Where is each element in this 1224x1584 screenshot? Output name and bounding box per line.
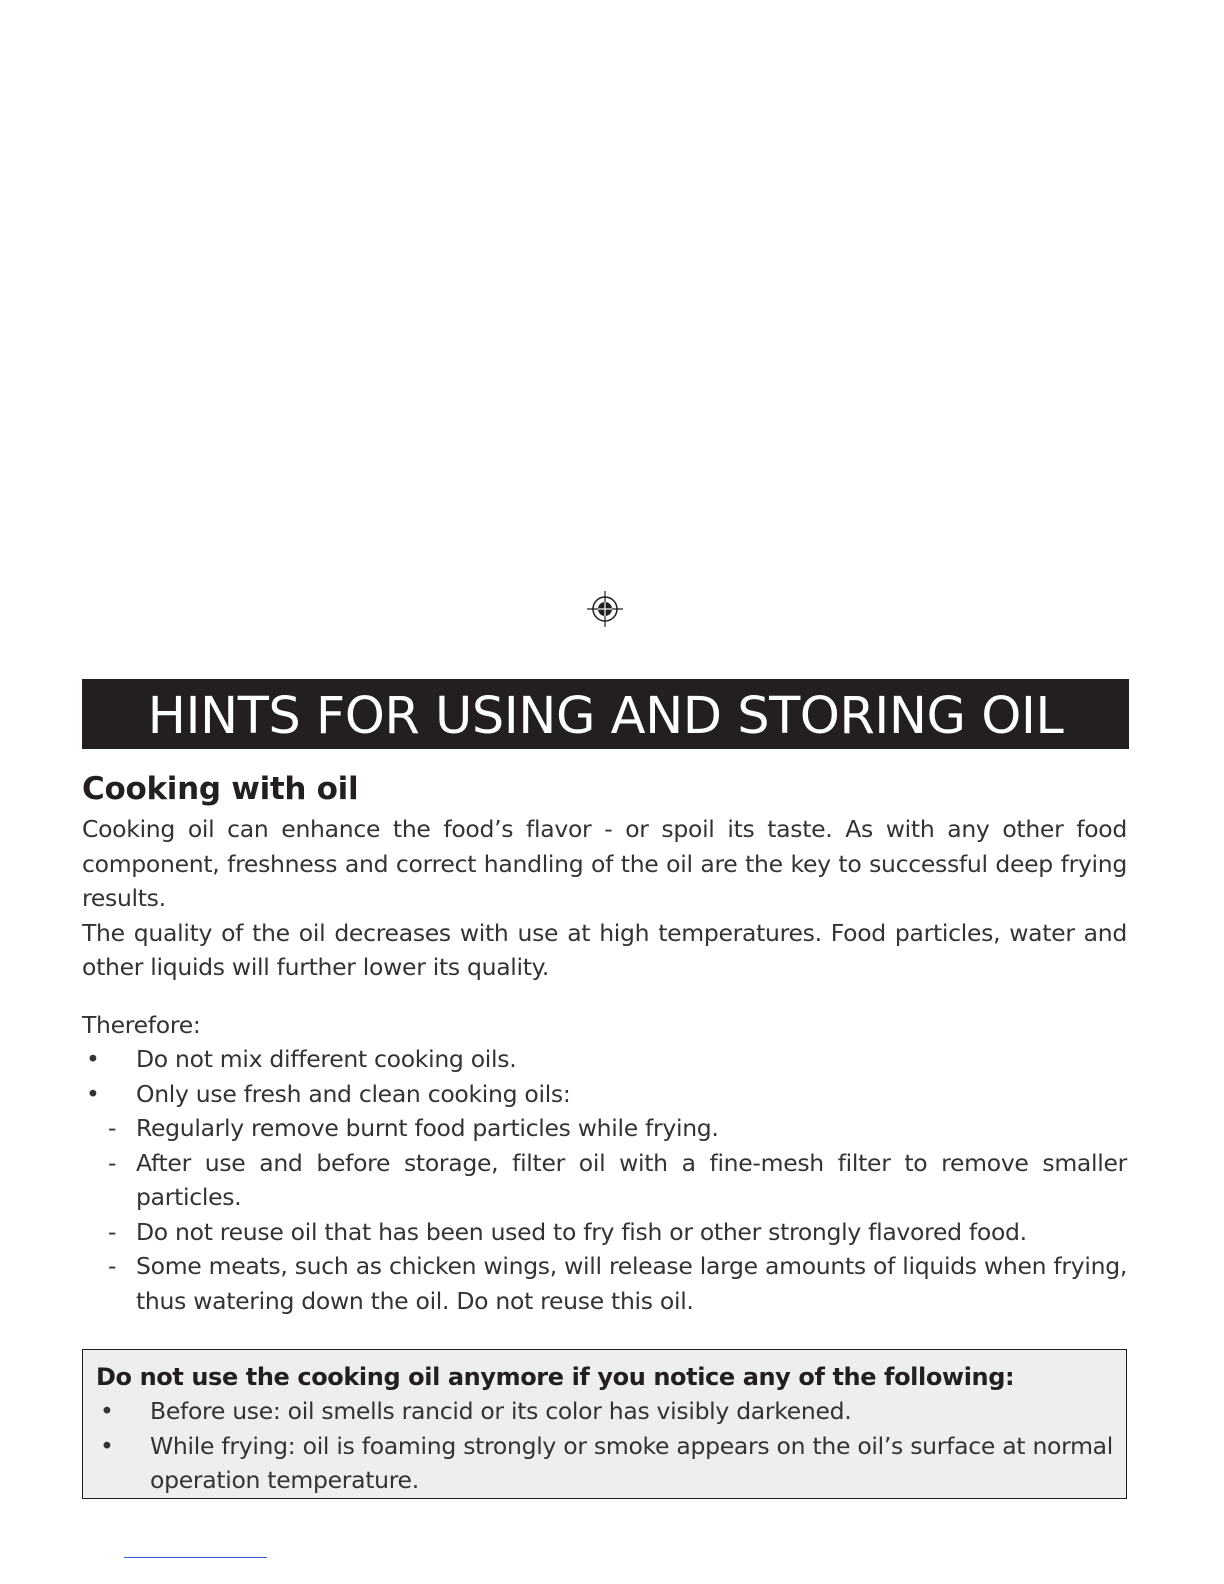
warning-heading: Do not use the cooking oil anymore if you notice any of the following: [96,1363,1015,1391]
sub-list-item [82,1111,1127,1146]
warning-item [96,1394,1113,1429]
sub-list-item [82,1249,1127,1318]
intro-paragraph: Cooking oil can enhance the food’s flavor - or spoil its taste. As with any other food component, freshness and correct handling of the oil are the key to successful deep frying results. [82,815,1127,912]
oil-tips-list [82,1042,1127,1318]
sub-list-item-text: Regularly remove burnt food particles while frying. [136,1114,719,1142]
list-item [82,1077,1127,1112]
sub-list-item-text: Do not reuse oil that has been used to fry fish or other strongly flavored food. [136,1217,1027,1246]
warning-item [96,1429,1113,1498]
warning-item-text: While frying: oil is foaming strongly or smoke appears on the oil’s surface at normal operation temperature. [150,1431,1113,1494]
page-title: HINTS FOR USING AND STORING OIL [147,686,1064,746]
sub-list-item-text: Some meats, such as chicken wings, will release large amounts of liquids when frying, thus watering down the oil. Do not reuse this oil. [136,1252,1127,1315]
dash-icon: - [108,1252,117,1280]
bullet-icon: • [100,1431,114,1460]
bullet-icon: • [86,1079,100,1108]
sub-list-item [82,1215,1127,1250]
bullet-icon: • [86,1045,100,1073]
warning-list [96,1394,1113,1498]
section-heading: Cooking with oil [82,771,359,807]
dash-icon: - [108,1148,117,1177]
warning-item-text: Before use: oil smells rancid or its color has visibly darkened. [150,1397,852,1425]
list-item-text: Only use fresh and clean cooking oils: [136,1079,571,1108]
sub-list-item [82,1146,1127,1215]
list-item-text: Do not mix different cooking oils. [136,1045,517,1073]
footer-divider [124,1557,267,1558]
dash-icon: - [108,1217,117,1246]
registration-mark-icon [587,591,623,627]
list-item [82,1042,1127,1077]
bullet-icon: • [100,1397,114,1425]
therefore-label: Therefore: [82,1010,201,1039]
dash-icon: - [108,1114,117,1142]
main-content [82,768,1127,1318]
warning-box [82,1349,1127,1499]
title-banner [82,679,1129,749]
quality-paragraph: The quality of the oil decreases with use at high temperatures. Food particles, water and other liquids will further lower its quality. [82,918,1127,981]
sub-list-item-text: After use and before storage, filter oil with a fine-mesh filter to remove smaller particles. [136,1148,1127,1211]
